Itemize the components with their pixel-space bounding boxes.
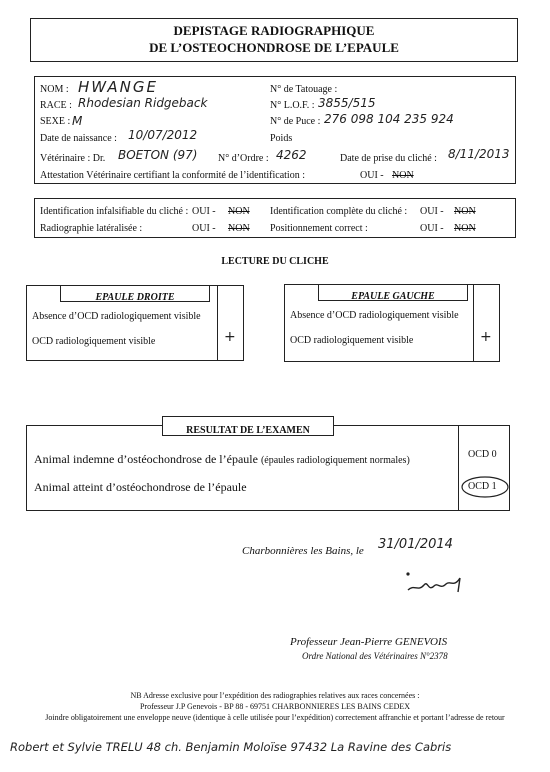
check-ident-infalsifiable: Identification infalsifiable du cliché : [40,206,189,217]
lof-value: 3855/515 [318,96,376,110]
epaule-droite-title: EPAULE DROITE [95,292,175,303]
naissance-value: 10/07/2012 [128,128,198,142]
race-value: Rhodesian Ridgeback [78,96,208,110]
signature-lieu: Charbonnières les Bains, le [242,545,364,557]
epaule-gauche-visible: OCD radiologiquement visible [290,335,414,346]
footer-line3: Joindre obligatoirement une enveloppe neuve (identique à celle utilisée pour l’expédition) correctement affranchie et portant l’adresse de retour [45,713,505,722]
lof-label: N° L.O.F. : [270,100,315,111]
epaule-droite-mark: + [224,329,236,345]
check-positionnement-non: NON [454,223,476,234]
lecture-title: LECTURE DU CLICHE [221,256,329,267]
check-positionnement-oui: OUI - [420,223,444,234]
check-ident-complete: Identification complète du cliché : [270,206,408,217]
attestation-text: Attestation Vétérinaire certifiant la conformité de l’identification : [40,170,305,181]
signature-ordre: Ordre National des Vétérinaires N°2378 [302,651,448,661]
check-ident-complete-oui: OUI - [420,206,444,217]
check-ident-complete-non: NON [454,206,476,217]
epaule-droite-title-box [60,285,210,302]
resultat-box [26,425,510,511]
cliche-label: Date de prise du cliché : [340,153,437,164]
naissance-label: Date de naissance : [40,133,117,144]
check-laterale: Radiographie latéralisée : [40,223,143,234]
check-ident-infalsifiable-oui: OUI - [192,206,216,217]
puce-value: 276 098 104 235 924 [324,112,454,126]
resultat-indemne-row [34,452,410,467]
resultat-title-box [162,416,334,436]
title-box [30,18,518,62]
nom-value: HWANGE [78,78,158,96]
check-positionnement: Positionnement correct : [270,223,368,234]
resultat-ocd1: OCD 1 [468,481,497,492]
resultat-title: RESULTAT DE L’EXAMEN [186,425,310,436]
race-label: RACE : [40,100,72,111]
epaule-gauche-divider [473,284,500,362]
resultat-indemne: Animal indemne d’ostéochondrose de l’épaule [34,452,258,466]
epaule-gauche-mark: + [480,329,492,345]
sexe-value: M [72,114,83,128]
footer-line2: Professeur J.P Genevois - BP 88 - 69751 CHARBONNIERES LES BAINS CEDEX [139,702,411,711]
epaule-gauche-title: EPAULE GAUCHE [351,291,435,302]
footer-line1: NB Adresse exclusive pour l’expédition des radiographies relatives aux races concernées : [130,691,420,700]
ocd1-circle-mark [460,474,510,500]
handwritten-signature [402,568,472,598]
puce-label: N° de Puce : [270,116,321,127]
veterinaire-label: Vétérinaire : Dr. [40,153,106,164]
epaule-gauche-absence: Absence d’OCD radiologiquement visible [290,310,459,321]
ordre-value: 4262 [276,148,307,162]
nom-label: NOM : [40,84,69,95]
cliche-value: 8/11/2013 [448,147,510,161]
epaule-droite-absence: Absence d’OCD radiologiquement visible [32,311,201,322]
check-laterale-non: NON [228,223,250,234]
epaule-gauche-title-box [318,284,468,301]
epaule-droite-visible: OCD radiologiquement visible [32,336,156,347]
check-laterale-oui: OUI - [192,223,216,234]
resultat-indemne-note: (épaules radiologiquement normales) [260,455,410,466]
resultat-atteint: Animal atteint d’ostéochondrose de l’épaule [34,480,247,494]
sexe-label: SEXE : [40,116,71,127]
poids-label: Poids [270,133,293,144]
ordre-label: N° d’Ordre : [218,153,269,164]
attestation-non: NON [392,170,414,181]
footer-address: Robert et Sylvie TRELU 48 ch. Benjamin Moloïse 97432 La Ravine des Cabris [10,740,452,754]
resultat-ocd0: OCD 0 [468,449,497,460]
signature-professeur: Professeur Jean-Pierre GENEVOIS [290,636,448,648]
title-line2: DE L’OSTEOCHONDROSE DE L’EPAULE [149,40,399,55]
epaule-droite-divider [217,285,244,361]
signature-date: 31/01/2014 [378,537,453,552]
veterinaire-value: BOETON (97) [118,148,198,162]
attestation-oui: OUI - [360,170,384,181]
tatouage-label: N° de Tatouage : [270,84,338,95]
check-ident-infalsifiable-non: NON [228,206,250,217]
title-line1: DEPISTAGE RADIOGRAPHIQUE [173,23,375,38]
